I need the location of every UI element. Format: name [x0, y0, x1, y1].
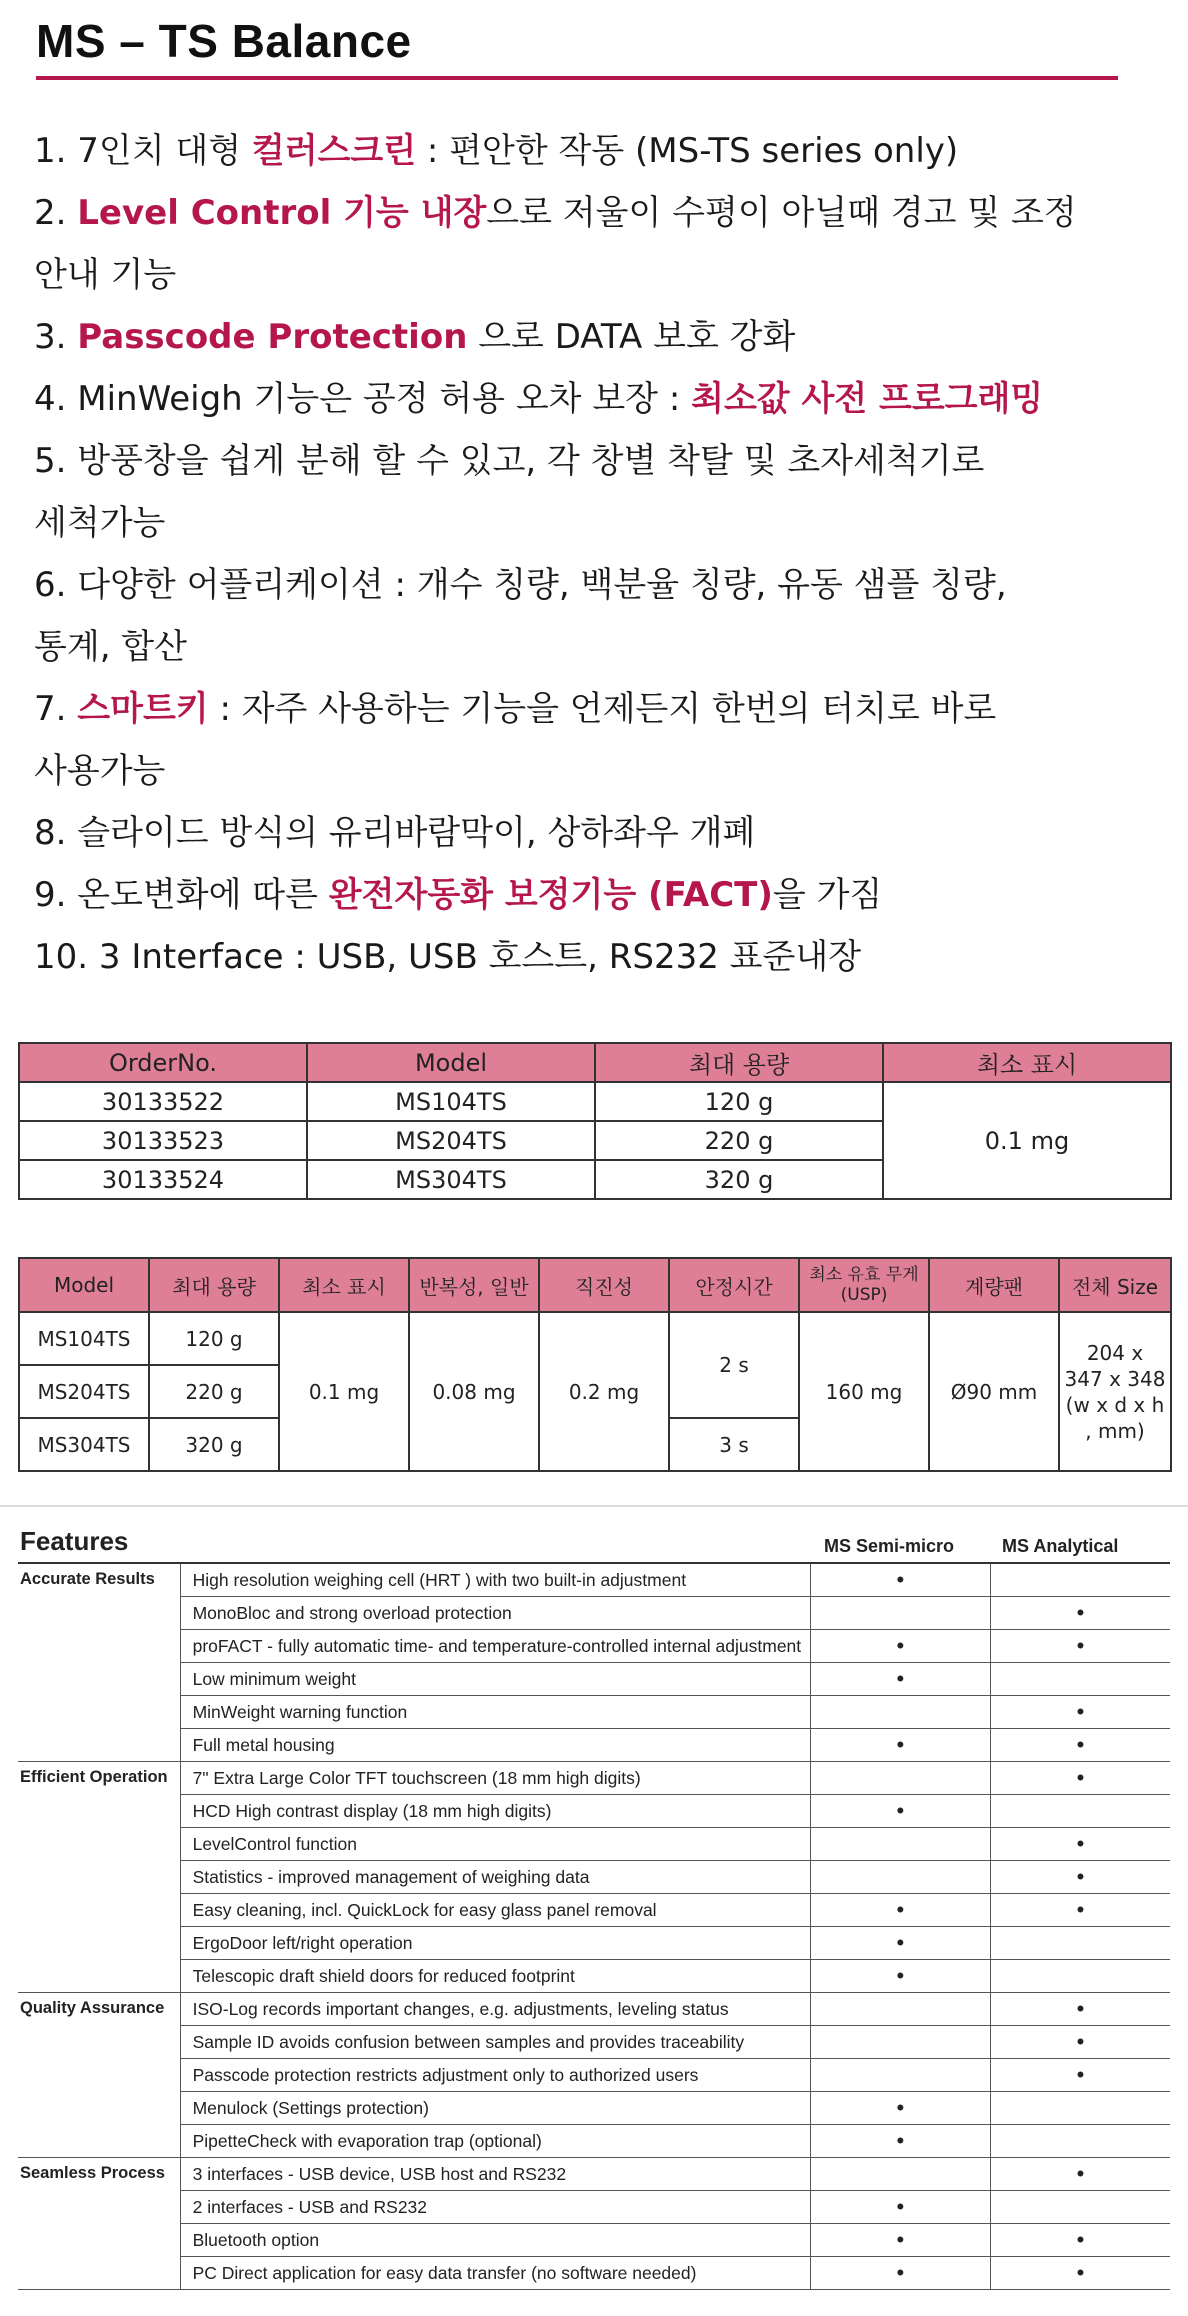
- analytical-dot: [990, 2125, 1170, 2158]
- feature-text: 10. 3 Interface : USB, USB 호스트, RS232 표준내장: [34, 937, 862, 977]
- feature-line: [34, 306, 1164, 368]
- feature-label: 7" Extra Large Color TFT touchscreen (18 mm high digits): [180, 1762, 810, 1795]
- highlight-text: 컬러스크린: [251, 131, 417, 171]
- feature-text: 9. 온도변화에 따른: [34, 875, 329, 915]
- feature-label: Bluetooth option: [180, 2224, 810, 2257]
- analytical-dot: •: [990, 2059, 1170, 2092]
- spec-header: 최대 용량: [149, 1258, 279, 1312]
- column-header-analytical: MS Analytical: [1002, 1536, 1119, 1556]
- spec-model: MS304TS: [19, 1418, 149, 1471]
- semi-micro-dot: •: [810, 2092, 990, 2125]
- spec-capacity: 320 g: [149, 1418, 279, 1471]
- analytical-dot: [990, 1663, 1170, 1696]
- feature-label: MinWeight warning function: [180, 1696, 810, 1729]
- feature-text: 으로 저울이 수평이 아닐때 경고 및 조정: [486, 193, 1077, 233]
- spec-header: 계량팬: [929, 1258, 1059, 1312]
- column-header-semi-micro: MS Semi-micro: [824, 1536, 955, 1556]
- feature-row: [18, 1630, 1170, 1663]
- order-min-display: 0.1 mg: [883, 1082, 1171, 1199]
- feature-label: 2 interfaces - USB and RS232: [180, 2191, 810, 2224]
- spec-header: 직진성: [539, 1258, 669, 1312]
- feature-label: 3 interfaces - USB device, USB host and RS232: [180, 2158, 810, 2191]
- semi-micro-dot: •: [810, 2224, 990, 2257]
- feature-group-label: Seamless Process: [18, 2158, 180, 2290]
- feature-text: 3.: [34, 317, 78, 357]
- order-cell: 120 g: [595, 1082, 883, 1121]
- feature-row: [18, 1696, 1170, 1729]
- analytical-dot: [990, 2092, 1170, 2125]
- feature-row: [18, 2257, 1170, 2290]
- feature-line: [34, 678, 1164, 740]
- analytical-dot: [990, 1927, 1170, 1960]
- analytical-dot: •: [990, 1894, 1170, 1927]
- highlight-text: 완전자동화 보정기능 (FACT): [328, 875, 773, 915]
- feature-row: [18, 1729, 1170, 1762]
- analytical-dot: •: [990, 1630, 1170, 1663]
- spec-header: 최소 표시: [279, 1258, 409, 1312]
- spec-header: 안정시간: [669, 1258, 799, 1312]
- spec-table: [18, 1257, 1172, 1472]
- spec-settling-time: 2 s: [669, 1312, 799, 1418]
- feature-label: ISO-Log records important changes, e.g. adjustments, leveling status: [180, 1993, 810, 2026]
- feature-text: 2.: [34, 193, 78, 233]
- feature-label: High resolution weighing cell (HRT ) with two built-in adjustment: [180, 1563, 810, 1597]
- highlight-text: 스마트키: [77, 689, 209, 729]
- analytical-dot: •: [990, 1762, 1170, 1795]
- spec-row: [19, 1312, 1171, 1365]
- feature-label: Menulock (Settings protection): [180, 2092, 810, 2125]
- spec-model: MS104TS: [19, 1312, 149, 1365]
- order-cell: MS304TS: [307, 1160, 595, 1199]
- spec-size: 204 x 347 x 348 (w x d x h , mm): [1059, 1312, 1171, 1471]
- feature-text: 4. MinWeigh 기능은 공정 허용 오차 보장 :: [34, 379, 692, 419]
- feature-label: Statistics - improved management of weighing data: [180, 1861, 810, 1894]
- spec-pan: Ø90 mm: [929, 1312, 1059, 1471]
- analytical-dot: [990, 1795, 1170, 1828]
- semi-micro-dot: [810, 1828, 990, 1861]
- analytical-dot: •: [990, 2257, 1170, 2290]
- title-underline: [36, 76, 1118, 80]
- feature-row: [18, 2125, 1170, 2158]
- feature-row: [18, 2059, 1170, 2092]
- highlight-text: Level Control 기능 내장: [77, 193, 487, 233]
- section-divider: [0, 1505, 1188, 1507]
- analytical-dot: [990, 1563, 1170, 1597]
- korean-feature-list: [34, 120, 1164, 988]
- feature-text: 7.: [34, 689, 78, 729]
- highlight-text: Passcode Protection: [77, 317, 468, 357]
- feature-row: [18, 1795, 1170, 1828]
- analytical-dot: •: [990, 1993, 1170, 2026]
- semi-micro-dot: •: [810, 1729, 990, 1762]
- spec-header: 전체 Size: [1059, 1258, 1171, 1312]
- features-header: [18, 1520, 1170, 1562]
- analytical-dot: •: [990, 2026, 1170, 2059]
- feature-line: [34, 244, 1164, 306]
- feature-line: [34, 926, 1164, 988]
- semi-micro-dot: •: [810, 1960, 990, 1993]
- analytical-dot: •: [990, 2224, 1170, 2257]
- order-header-capacity: 최대 용량: [595, 1043, 883, 1082]
- feature-row: [18, 1894, 1170, 1927]
- feature-text: : 편안한 작동 (MS-TS series only): [416, 131, 959, 171]
- order-header-orderno: OrderNo.: [19, 1043, 307, 1082]
- feature-text: : 자주 사용하는 기능을 언제든지 한번의 터치로 바로: [208, 689, 997, 729]
- semi-micro-dot: [810, 1762, 990, 1795]
- spec-linearity: 0.2 mg: [539, 1312, 669, 1471]
- semi-micro-dot: •: [810, 1894, 990, 1927]
- semi-micro-dot: [810, 1861, 990, 1894]
- feature-row: [18, 1597, 1170, 1630]
- spec-model: MS204TS: [19, 1365, 149, 1418]
- feature-row: [18, 1861, 1170, 1894]
- spec-capacity: 120 g: [149, 1312, 279, 1365]
- feature-label: Sample ID avoids confusion between samples and provides traceability: [180, 2026, 810, 2059]
- feature-line: [34, 740, 1164, 802]
- spec-settling-time: 3 s: [669, 1418, 799, 1471]
- order-cell: 30133523: [19, 1121, 307, 1160]
- feature-label: PipetteCheck with evaporation trap (optional): [180, 2125, 810, 2158]
- semi-micro-dot: •: [810, 2125, 990, 2158]
- semi-micro-dot: •: [810, 1630, 990, 1663]
- spec-capacity: 220 g: [149, 1365, 279, 1418]
- semi-micro-dot: [810, 2158, 990, 2191]
- feature-label: Passcode protection restricts adjustment only to authorized users: [180, 2059, 810, 2092]
- analytical-dot: •: [990, 2158, 1170, 2191]
- feature-text: 세척가능: [34, 503, 166, 543]
- features-table: [18, 1562, 1170, 2290]
- feature-label: Full metal housing: [180, 1729, 810, 1762]
- feature-label: HCD High contrast display (18 mm high digits): [180, 1795, 810, 1828]
- feature-text: 을 가짐: [772, 875, 883, 915]
- feature-group-label: Quality Assurance: [18, 1993, 180, 2158]
- feature-text: 사용가능: [34, 751, 166, 791]
- spec-header: Model: [19, 1258, 149, 1312]
- analytical-dot: [990, 2191, 1170, 2224]
- semi-micro-dot: •: [810, 1663, 990, 1696]
- semi-micro-dot: •: [810, 1795, 990, 1828]
- feature-text: 6. 다양한 어플리케이션 : 개수 칭량, 백분율 칭량, 유동 샘플 칭량,: [34, 565, 1007, 605]
- order-cell: MS204TS: [307, 1121, 595, 1160]
- page-title: MS – TS Balance: [36, 15, 412, 67]
- feature-row: [18, 2158, 1170, 2191]
- feature-label: Easy cleaning, incl. QuickLock for easy glass panel removal: [180, 1894, 810, 1927]
- feature-line: [34, 182, 1164, 244]
- feature-row: [18, 1663, 1170, 1696]
- feature-text: 8. 슬라이드 방식의 유리바람막이, 상하좌우 개폐: [34, 813, 756, 853]
- feature-line: [34, 554, 1164, 616]
- feature-row: [18, 2092, 1170, 2125]
- features-title: Features: [20, 1526, 129, 1556]
- order-cell: MS104TS: [307, 1082, 595, 1121]
- spec-min-display: 0.1 mg: [279, 1312, 409, 1471]
- feature-label: MonoBloc and strong overload protection: [180, 1597, 810, 1630]
- order-header-min-display: 최소 표시: [883, 1043, 1171, 1082]
- order-table: [18, 1042, 1172, 1200]
- analytical-dot: •: [990, 1828, 1170, 1861]
- order-cell: 30133522: [19, 1082, 307, 1121]
- spec-repeatability: 0.08 mg: [409, 1312, 539, 1471]
- semi-micro-dot: [810, 1597, 990, 1630]
- feature-label: PC Direct application for easy data transfer (no software needed): [180, 2257, 810, 2290]
- order-header-model: Model: [307, 1043, 595, 1082]
- feature-line: [34, 120, 1164, 182]
- feature-text: 안내 기능: [34, 255, 177, 295]
- feature-line: [34, 864, 1164, 926]
- feature-row: [18, 1762, 1170, 1795]
- analytical-dot: •: [990, 1597, 1170, 1630]
- spec-header: 반복성, 일반: [409, 1258, 539, 1312]
- feature-line: [34, 802, 1164, 864]
- feature-row: [18, 1927, 1170, 1960]
- order-cell: 220 g: [595, 1121, 883, 1160]
- feature-row: [18, 2224, 1170, 2257]
- feature-text: 1. 7인치 대형: [34, 131, 252, 171]
- feature-text: 으로 DATA 보호 강화: [467, 317, 796, 357]
- feature-group-label: Efficient Operation: [18, 1762, 180, 1993]
- analytical-dot: •: [990, 1696, 1170, 1729]
- spec-header-min-weight: 최소 유효 무게 (USP): [799, 1258, 929, 1312]
- feature-label: proFACT - fully automatic time- and temperature-controlled internal adjustment: [180, 1630, 810, 1663]
- feature-row: [18, 2026, 1170, 2059]
- semi-micro-dot: [810, 2026, 990, 2059]
- order-row: [19, 1082, 1171, 1121]
- analytical-dot: •: [990, 1861, 1170, 1894]
- feature-group-label: Accurate Results: [18, 1563, 180, 1762]
- feature-row: [18, 1563, 1170, 1597]
- feature-row: [18, 2191, 1170, 2224]
- semi-micro-dot: •: [810, 1927, 990, 1960]
- feature-label: LevelControl function: [180, 1828, 810, 1861]
- semi-micro-dot: [810, 2059, 990, 2092]
- feature-text: 통계, 합산: [34, 627, 187, 667]
- feature-row: [18, 1960, 1170, 1993]
- semi-micro-dot: •: [810, 2257, 990, 2290]
- highlight-text: 최소값 사전 프로그래밍: [691, 379, 1044, 419]
- semi-micro-dot: [810, 1696, 990, 1729]
- analytical-dot: •: [990, 1729, 1170, 1762]
- feature-label: ErgoDoor left/right operation: [180, 1927, 810, 1960]
- order-cell: 320 g: [595, 1160, 883, 1199]
- spec-min-weight: 160 mg: [799, 1312, 929, 1471]
- feature-text: 5. 방풍창을 쉽게 분해 할 수 있고, 각 창별 착탈 및 초자세척기로: [34, 441, 985, 481]
- feature-label: Telescopic draft shield doors for reduced footprint: [180, 1960, 810, 1993]
- feature-line: [34, 430, 1164, 492]
- order-cell: 30133524: [19, 1160, 307, 1199]
- feature-row: [18, 1828, 1170, 1861]
- feature-line: [34, 616, 1164, 678]
- feature-line: [34, 492, 1164, 554]
- analytical-dot: [990, 1960, 1170, 1993]
- semi-micro-dot: •: [810, 2191, 990, 2224]
- feature-row: [18, 1993, 1170, 2026]
- feature-line: [34, 368, 1164, 430]
- feature-label: Low minimum weight: [180, 1663, 810, 1696]
- semi-micro-dot: •: [810, 1563, 990, 1597]
- semi-micro-dot: [810, 1993, 990, 2026]
